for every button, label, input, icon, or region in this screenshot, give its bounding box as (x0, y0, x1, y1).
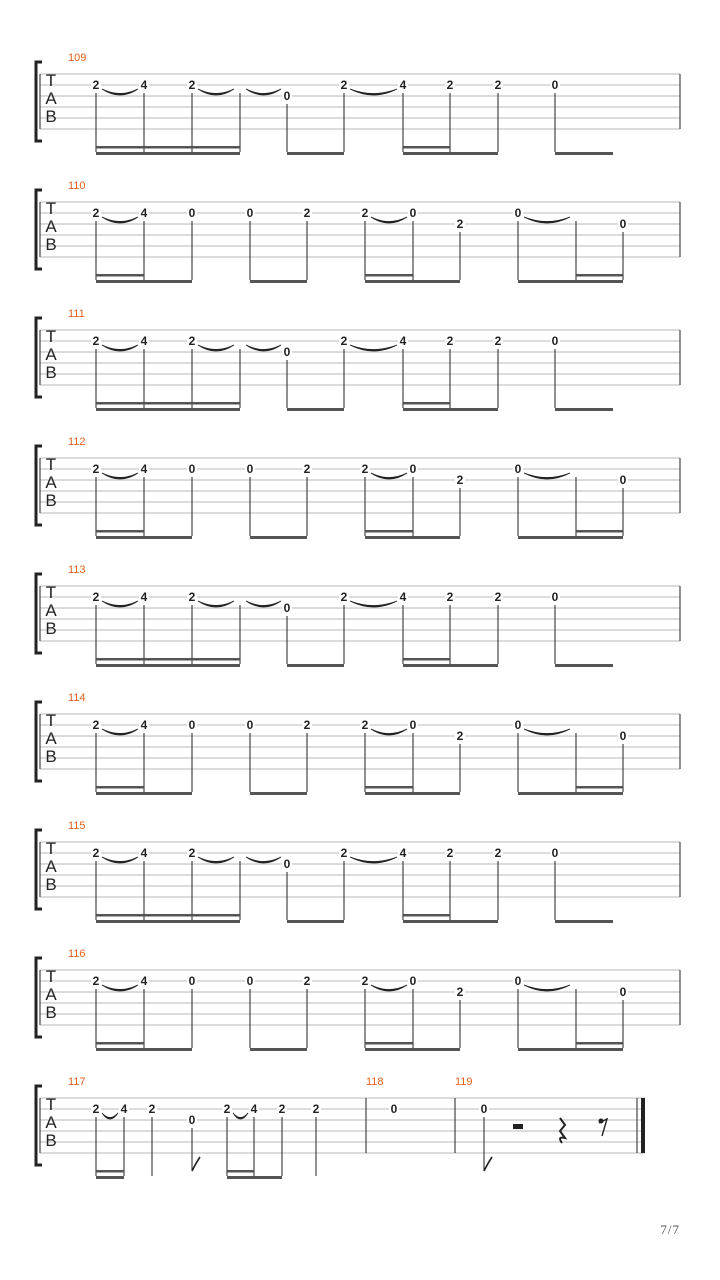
fret-number: 2 (188, 846, 196, 860)
beam (287, 152, 344, 155)
beam-secondary (576, 786, 623, 789)
measure (68, 1076, 321, 1179)
fret-number: 4 (140, 974, 148, 988)
fret-number: 0 (514, 718, 522, 732)
fret-number: 2 (456, 473, 464, 487)
measure-number: 110 (68, 180, 86, 192)
beam-secondary (576, 1042, 623, 1045)
tie-arc (524, 729, 570, 735)
tab-clef-letter: B (45, 107, 57, 126)
fret-number: 4 (140, 590, 148, 604)
beam-secondary (365, 786, 413, 789)
tie-arc (371, 729, 407, 735)
beam (518, 536, 623, 539)
beam (518, 792, 623, 795)
tie-arc (350, 89, 397, 95)
page-number: 7/7 (660, 1222, 680, 1237)
beam-secondary (403, 402, 450, 405)
tab-system (36, 180, 680, 283)
beam (96, 408, 240, 411)
tab-clef-letter: A (45, 217, 57, 236)
fret-number: 0 (188, 462, 196, 476)
beam (555, 152, 613, 155)
beam-secondary (227, 1170, 254, 1173)
beam (365, 280, 460, 283)
tab-clef-letter: T (45, 199, 57, 218)
fret-number: 2 (312, 1102, 320, 1116)
fret-number: 2 (303, 974, 311, 988)
tab-system (36, 948, 680, 1051)
tab-clef-letter: T (45, 583, 57, 602)
tab-clef-letter: B (45, 1131, 57, 1150)
fret-number: 4 (140, 206, 148, 220)
tie-arc (371, 217, 407, 223)
beam (96, 152, 240, 155)
tab-clef-letter: A (45, 729, 57, 748)
fret-number: 2 (361, 206, 369, 220)
beam-secondary (96, 658, 240, 661)
beam-secondary (96, 914, 240, 917)
fret-number: 2 (494, 334, 502, 348)
fret-number: 4 (399, 334, 407, 348)
note-flag (484, 1157, 492, 1171)
tab-clef-letter: T (45, 711, 57, 730)
beam (96, 792, 192, 795)
tab-system (36, 1076, 645, 1179)
measure-number: 119 (455, 1076, 473, 1088)
tie-arc (371, 985, 407, 991)
fret-number: 2 (340, 590, 348, 604)
fret-number: 4 (140, 846, 148, 860)
fret-number: 4 (399, 590, 407, 604)
fret-number: 2 (303, 206, 311, 220)
fret-number: 0 (551, 78, 559, 92)
fret-number: 2 (361, 462, 369, 476)
fret-number: 0 (246, 974, 254, 988)
half-rest (513, 1124, 523, 1129)
tie-arc (350, 345, 397, 351)
fret-number: 2 (361, 974, 369, 988)
tab-clef-letter: B (45, 619, 57, 638)
fret-number: 2 (278, 1102, 286, 1116)
beam (227, 1176, 282, 1179)
fret-number: 0 (551, 590, 559, 604)
fret-number: 0 (246, 718, 254, 732)
tab-clef-letter: A (45, 985, 57, 1004)
tie-arc (102, 217, 138, 223)
tab-clef-letter: T (45, 71, 57, 90)
fret-number: 2 (148, 1102, 156, 1116)
measure (68, 52, 613, 155)
tie-arc (524, 473, 570, 479)
measure (68, 692, 628, 795)
beam (403, 408, 498, 411)
beam-secondary (96, 530, 144, 533)
beam-secondary (96, 274, 144, 277)
fret-number: 2 (92, 1102, 100, 1116)
fret-number: 2 (188, 78, 196, 92)
beam-secondary (403, 658, 450, 661)
fret-number: 2 (361, 718, 369, 732)
fret-number: 2 (446, 78, 454, 92)
tab-clef-letter: A (45, 473, 57, 492)
fret-number: 2 (303, 462, 311, 476)
fret-number: 0 (619, 217, 627, 231)
beam (555, 920, 613, 923)
fret-number: 0 (188, 1113, 196, 1127)
tie-arc (524, 217, 570, 223)
beam (518, 1048, 623, 1051)
tab-system (36, 52, 680, 155)
fret-number: 0 (514, 206, 522, 220)
fret-number: 2 (456, 217, 464, 231)
beam (96, 1176, 124, 1179)
fret-number: 2 (456, 985, 464, 999)
measure (68, 308, 613, 411)
tab-clef-letter: A (45, 89, 57, 108)
tie-arc (102, 89, 138, 95)
fret-number: 0 (551, 334, 559, 348)
beam-secondary (96, 1170, 124, 1173)
beam-secondary (365, 1042, 413, 1045)
beam-secondary (403, 914, 450, 917)
fret-number: 0 (514, 462, 522, 476)
fret-number: 0 (551, 846, 559, 860)
fret-number: 2 (188, 590, 196, 604)
fret-number: 2 (92, 78, 100, 92)
beam (96, 920, 240, 923)
measure-number: 114 (68, 692, 86, 704)
tie-arc (246, 89, 281, 95)
tie-arc (198, 345, 234, 351)
fret-number: 4 (140, 334, 148, 348)
beam (250, 280, 307, 283)
tab-clef-letter: B (45, 235, 57, 254)
beam-secondary (365, 274, 413, 277)
fret-number: 0 (409, 974, 417, 988)
fret-number: 2 (223, 1102, 231, 1116)
tie-arc (102, 729, 138, 735)
beam (96, 536, 192, 539)
fret-number: 2 (446, 846, 454, 860)
fret-number: 0 (283, 601, 291, 615)
beam (365, 1048, 460, 1051)
beam (403, 664, 498, 667)
note-flag (192, 1157, 200, 1171)
measure-number: 117 (68, 1076, 86, 1088)
beam (96, 664, 240, 667)
measure-number: 116 (68, 948, 86, 960)
fret-number: 2 (303, 718, 311, 732)
tab-clef-letter: A (45, 857, 57, 876)
beam (96, 280, 192, 283)
fret-number: 0 (283, 857, 291, 871)
fret-number: 2 (92, 334, 100, 348)
tie-arc (371, 473, 407, 479)
beam (250, 792, 307, 795)
tie-arc (198, 89, 234, 95)
beam-secondary (576, 274, 623, 277)
fret-number: 0 (619, 729, 627, 743)
tie-arc (246, 345, 281, 351)
fret-number: 2 (92, 974, 100, 988)
tie-arc (246, 857, 281, 863)
measure (68, 564, 613, 667)
measure (68, 180, 628, 283)
fret-number: 2 (92, 718, 100, 732)
measure (68, 436, 628, 539)
fret-number: 2 (446, 334, 454, 348)
fret-number: 2 (92, 590, 100, 604)
tab-clef-letter: T (45, 967, 57, 986)
tab-system (36, 308, 680, 411)
beam-secondary (403, 146, 450, 149)
beam (96, 1048, 192, 1051)
tab-system (36, 692, 680, 795)
beam (250, 536, 307, 539)
beam-secondary (96, 146, 240, 149)
fret-number: 2 (494, 846, 502, 860)
fret-number: 0 (514, 974, 522, 988)
tab-clef-letter: T (45, 455, 57, 474)
beam-secondary (576, 530, 623, 533)
tie-arc (102, 857, 138, 863)
beam (287, 664, 344, 667)
beam (250, 1048, 307, 1051)
beam-secondary (96, 1042, 144, 1045)
fret-number: 0 (390, 1102, 398, 1116)
tab-clef-letter: T (45, 839, 57, 858)
measure-number: 115 (68, 820, 86, 832)
measure (455, 1076, 607, 1171)
tie-arc (102, 345, 138, 351)
beam (403, 920, 498, 923)
fret-number: 0 (480, 1102, 488, 1116)
fret-number: 4 (399, 846, 407, 860)
fret-number: 2 (188, 334, 196, 348)
tie-arc (350, 857, 397, 863)
final-barline (641, 1098, 645, 1153)
fret-number: 4 (140, 78, 148, 92)
fret-number: 2 (446, 590, 454, 604)
fret-number: 2 (92, 206, 100, 220)
beam (287, 408, 344, 411)
measure-number: 109 (68, 52, 87, 64)
fret-number: 2 (92, 846, 100, 860)
fret-number: 4 (399, 78, 407, 92)
tab-clef-letter: B (45, 363, 57, 382)
measure-number: 112 (68, 436, 86, 448)
measure-number: 118 (366, 1076, 384, 1088)
tab-clef-letter: A (45, 345, 57, 364)
fret-number: 0 (283, 345, 291, 359)
fret-number: 2 (340, 846, 348, 860)
fret-number: 0 (409, 206, 417, 220)
tab-clef-letter: B (45, 491, 57, 510)
tie-arc (102, 473, 138, 479)
fret-number: 4 (140, 718, 148, 732)
tab-clef-letter: A (45, 601, 57, 620)
tab-system (36, 820, 680, 923)
fret-number: 2 (456, 729, 464, 743)
tie-arc (233, 1113, 248, 1119)
tie-arc (102, 1113, 118, 1119)
beam (555, 664, 613, 667)
tie-arc (350, 601, 397, 607)
measure-number: 113 (68, 564, 86, 576)
fret-number: 0 (409, 462, 417, 476)
tie-arc (246, 601, 281, 607)
fret-number: 4 (140, 462, 148, 476)
tab-clef-letter: B (45, 875, 57, 894)
fret-number: 4 (250, 1102, 258, 1116)
measure-number: 111 (68, 308, 85, 320)
beam (555, 408, 613, 411)
fret-number: 0 (619, 473, 627, 487)
measure (68, 948, 628, 1051)
measure (366, 1076, 399, 1116)
beam-secondary (96, 786, 144, 789)
fret-number: 2 (340, 334, 348, 348)
fret-number: 0 (246, 462, 254, 476)
fret-number: 0 (409, 718, 417, 732)
fret-number: 0 (246, 206, 254, 220)
fret-number: 0 (188, 974, 196, 988)
tie-arc (102, 601, 138, 607)
fret-number: 2 (494, 590, 502, 604)
tab-clef-letter: T (45, 327, 57, 346)
tab-clef-letter: B (45, 747, 57, 766)
beam (518, 280, 623, 283)
tab-clef-letter: A (45, 1113, 57, 1132)
fret-number: 2 (340, 78, 348, 92)
fret-number: 4 (120, 1102, 128, 1116)
beam (365, 792, 460, 795)
tab-system (36, 436, 680, 539)
tab-system (36, 564, 680, 667)
fret-number: 2 (494, 78, 502, 92)
tab-clef-letter: B (45, 1003, 57, 1022)
tab-clef-letter: T (45, 1095, 57, 1114)
fret-number: 0 (283, 89, 291, 103)
tie-arc (198, 601, 234, 607)
fret-number: 0 (188, 718, 196, 732)
tie-arc (102, 985, 138, 991)
beam (365, 536, 460, 539)
fret-number: 0 (188, 206, 196, 220)
tie-arc (524, 985, 570, 991)
beam (403, 152, 498, 155)
fret-number: 0 (619, 985, 627, 999)
fret-number: 2 (92, 462, 100, 476)
measure (68, 820, 613, 923)
beam-secondary (96, 402, 240, 405)
beam (287, 920, 344, 923)
beam-secondary (365, 530, 413, 533)
tie-arc (198, 857, 234, 863)
